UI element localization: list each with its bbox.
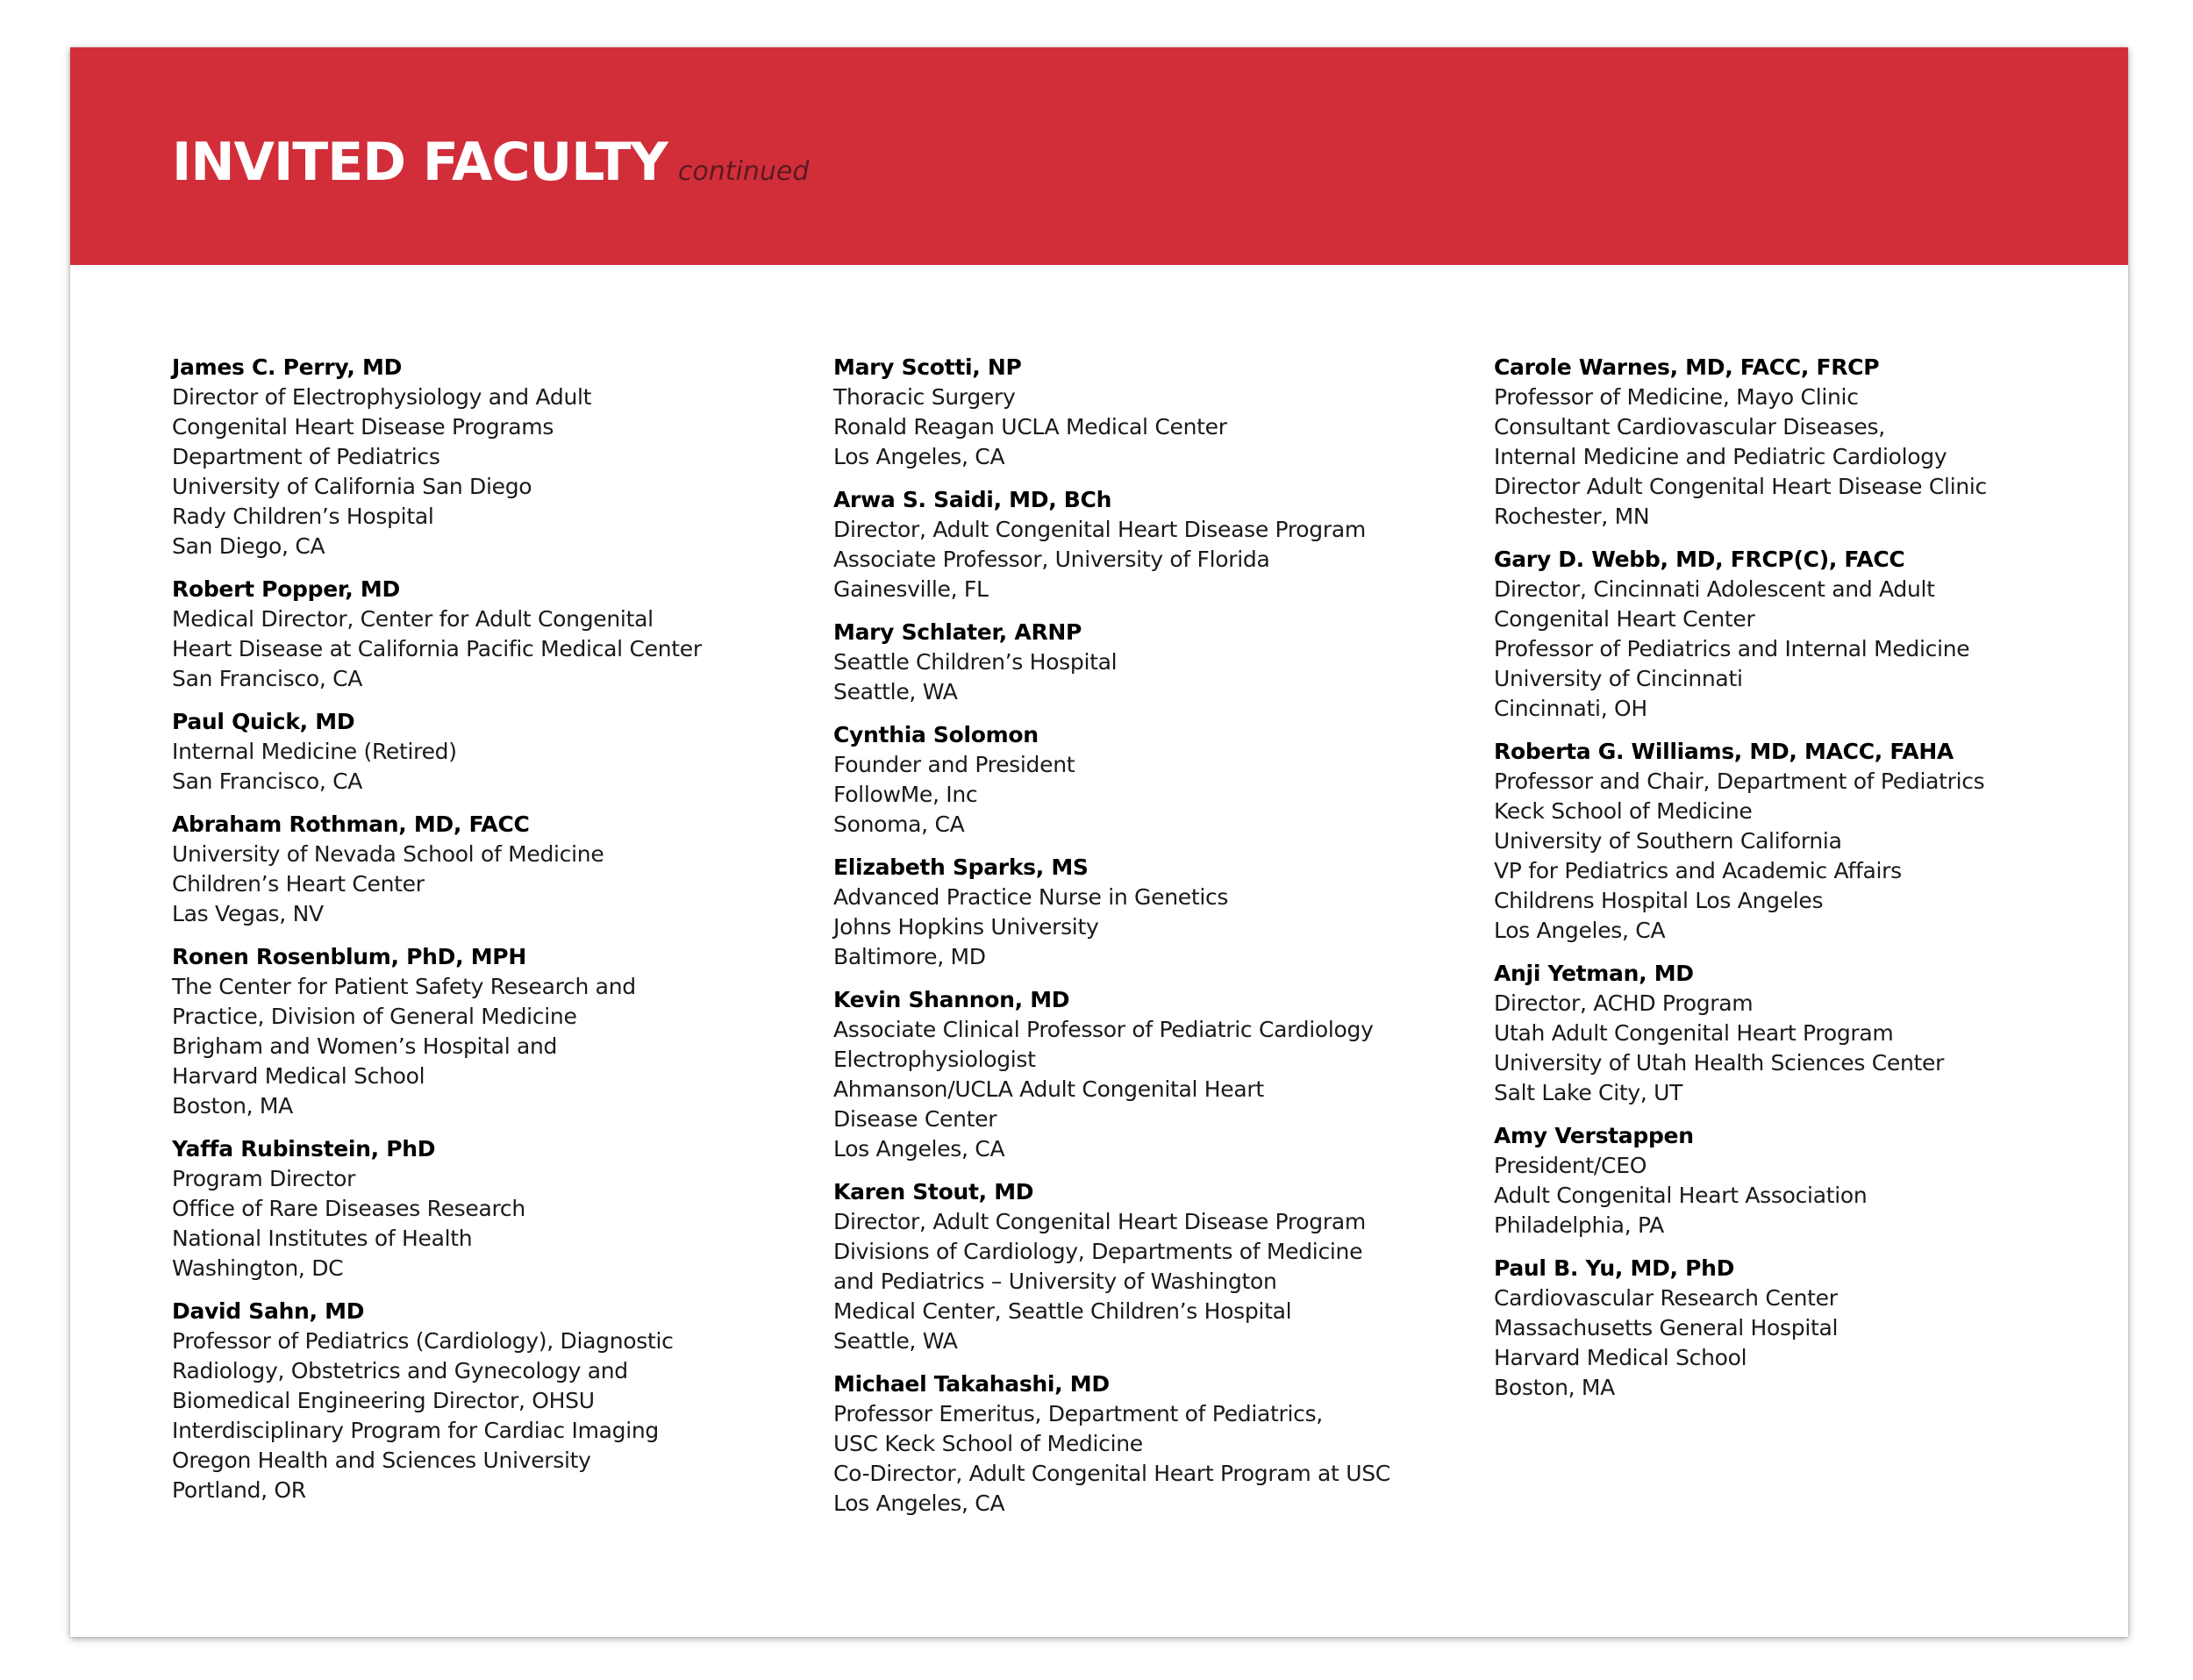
faculty-entry xyxy=(833,1177,1465,1356)
faculty-entry xyxy=(833,353,1465,472)
faculty-name: Carole Warnes, MD, FACC, FRCP xyxy=(1494,354,1880,380)
faculty-affiliation-line: Congenital Heart Center xyxy=(1494,606,1755,632)
faculty-affiliation-line: Los Angeles, CA xyxy=(1494,918,1666,943)
faculty-entry xyxy=(833,853,1465,972)
faculty-affiliation-line: National Institutes of Health xyxy=(172,1226,473,1251)
faculty-name: Mary Scotti, NP xyxy=(833,354,1022,380)
faculty-affiliation-line: Baltimore, MD xyxy=(833,944,986,969)
faculty-affiliation-line: Department of Pediatrics xyxy=(172,444,440,469)
faculty-affiliation-line: Seattle, WA xyxy=(833,679,958,704)
faculty-affiliation-line: Director of Electrophysiology and Adult xyxy=(172,384,592,410)
faculty-affiliation-line: Seattle Children’s Hospital xyxy=(833,649,1118,675)
faculty-affiliation-line: Cardiovascular Research Center xyxy=(1494,1285,1838,1311)
faculty-affiliation-line: Associate Professor, University of Florida xyxy=(833,547,1270,572)
faculty-affiliation-line: Electrophysiologist xyxy=(833,1047,1036,1072)
faculty-affiliation-line: Associate Clinical Professor of Pediatric Cardiology xyxy=(833,1017,1374,1042)
faculty-name: Elizabeth Sparks, MS xyxy=(833,854,1089,880)
faculty-name: Yaffa Rubinstein, PhD xyxy=(172,1136,436,1162)
faculty-name: Kevin Shannon, MD xyxy=(833,987,1070,1012)
faculty-affiliation-line: Los Angeles, CA xyxy=(833,1491,1005,1516)
faculty-affiliation-line: President/CEO xyxy=(1494,1153,1647,1178)
faculty-affiliation-line: Boston, MA xyxy=(172,1093,293,1119)
faculty-name: Abraham Rothman, MD, FACC xyxy=(172,811,530,837)
faculty-entry xyxy=(172,575,804,694)
faculty-entry xyxy=(833,985,1465,1164)
faculty-affiliation-line: Interdisciplinary Program for Cardiac Imaging xyxy=(172,1418,659,1443)
faculty-affiliation-line: Children’s Heart Center xyxy=(172,871,425,897)
faculty-affiliation-line: Thoracic Surgery xyxy=(833,384,1016,410)
faculty-name: David Sahn, MD xyxy=(172,1298,365,1324)
faculty-name: Paul Quick, MD xyxy=(172,709,355,734)
faculty-column-3 xyxy=(1494,353,2125,1416)
faculty-entry xyxy=(1494,959,2125,1108)
faculty-affiliation-line: VP for Pediatrics and Academic Affairs xyxy=(1494,858,1902,883)
faculty-name: Roberta G. Williams, MD, MACC, FAHA xyxy=(1494,739,1954,764)
faculty-affiliation-line: Medical Center, Seattle Children’s Hospital xyxy=(833,1298,1292,1324)
faculty-affiliation-line: University of Southern California xyxy=(1494,828,1842,854)
faculty-affiliation-line: Cincinnati, OH xyxy=(1494,696,1647,721)
faculty-entry xyxy=(1494,1254,2125,1403)
faculty-affiliation-line: University of California San Diego xyxy=(172,474,532,499)
faculty-entry xyxy=(172,942,804,1121)
faculty-affiliation-line: Massachusetts General Hospital xyxy=(1494,1315,1839,1340)
faculty-entry xyxy=(172,707,804,797)
faculty-affiliation-line: Internal Medicine (Retired) xyxy=(172,739,457,764)
faculty-name: Robert Popper, MD xyxy=(172,576,400,602)
faculty-affiliation-line: Congenital Heart Disease Programs xyxy=(172,414,554,440)
faculty-entry xyxy=(172,810,804,929)
faculty-affiliation-line: Salt Lake City, UT xyxy=(1494,1080,1683,1105)
faculty-affiliation-line: Seattle, WA xyxy=(833,1328,958,1354)
faculty-entry xyxy=(833,1369,1465,1519)
faculty-affiliation-line: Professor Emeritus, Department of Pediatrics, xyxy=(833,1401,1323,1426)
faculty-affiliation-line: Ahmanson/UCLA Adult Congenital Heart xyxy=(833,1076,1264,1102)
faculty-affiliation-line: Brigham and Women’s Hospital and xyxy=(172,1033,558,1059)
faculty-affiliation-line: Los Angeles, CA xyxy=(833,1136,1005,1162)
faculty-affiliation-line: Rochester, MN xyxy=(1494,504,1650,529)
faculty-affiliation-line: University of Nevada School of Medicine xyxy=(172,841,604,867)
faculty-affiliation-line: Director Adult Congenital Heart Disease Clinic xyxy=(1494,474,1987,499)
faculty-column-1 xyxy=(172,353,804,1519)
faculty-affiliation-line: Consultant Cardiovascular Diseases, xyxy=(1494,414,1885,440)
faculty-affiliation-line: Program Director xyxy=(172,1166,356,1191)
faculty-affiliation-line: Director, Cincinnati Adolescent and Adult xyxy=(1494,576,1935,602)
faculty-affiliation-line: Ronald Reagan UCLA Medical Center xyxy=(833,414,1227,440)
faculty-entry xyxy=(833,720,1465,840)
faculty-affiliation-line: University of Utah Health Sciences Center xyxy=(1494,1050,1945,1076)
faculty-affiliation-line: Rady Children’s Hospital xyxy=(172,504,434,529)
faculty-affiliation-line: Keck School of Medicine xyxy=(1494,798,1753,824)
faculty-affiliation-line: Office of Rare Diseases Research xyxy=(172,1196,525,1221)
title-text: INVITED FACULTY xyxy=(172,132,668,193)
faculty-affiliation-line: FollowMe, Inc xyxy=(833,782,978,807)
faculty-entry xyxy=(172,353,804,561)
faculty-affiliation-line: San Francisco, CA xyxy=(172,666,363,691)
faculty-name: Gary D. Webb, MD, FRCP(C), FACC xyxy=(1494,547,1905,572)
faculty-affiliation-line: Practice, Division of General Medicine xyxy=(172,1004,577,1029)
page-title xyxy=(172,132,809,193)
faculty-entry xyxy=(172,1134,804,1283)
faculty-affiliation-line: Medical Director, Center for Adult Congenital xyxy=(172,606,654,632)
faculty-entry xyxy=(1494,353,2125,532)
faculty-affiliation-line: Disease Center xyxy=(833,1106,997,1132)
document-page xyxy=(70,47,2128,1637)
faculty-affiliation-line: San Francisco, CA xyxy=(172,769,363,794)
faculty-name: Karen Stout, MD xyxy=(833,1179,1034,1205)
subtitle-text: continued xyxy=(677,156,810,187)
faculty-entry xyxy=(172,1297,804,1505)
faculty-affiliation-line: Las Vegas, NV xyxy=(172,901,324,926)
faculty-name: James C. Perry, MD xyxy=(172,354,403,380)
faculty-affiliation-line: Harvard Medical School xyxy=(172,1063,425,1089)
faculty-affiliation-line: Oregon Health and Sciences University xyxy=(172,1448,591,1473)
faculty-name: Cynthia Solomon xyxy=(833,722,1039,747)
faculty-entry xyxy=(833,485,1465,604)
faculty-name: Paul B. Yu, MD, PhD xyxy=(1494,1255,1735,1281)
faculty-affiliation-line: Professor of Medicine, Mayo Clinic xyxy=(1494,384,1859,410)
faculty-affiliation-line: The Center for Patient Safety Research and xyxy=(172,974,636,999)
faculty-name: Michael Takahashi, MD xyxy=(833,1371,1110,1397)
faculty-affiliation-line: Advanced Practice Nurse in Genetics xyxy=(833,884,1229,910)
faculty-name: Anji Yetman, MD xyxy=(1494,961,1694,986)
faculty-affiliation-line: Boston, MA xyxy=(1494,1375,1615,1400)
header-banner xyxy=(70,47,2128,265)
faculty-affiliation-line: Harvard Medical School xyxy=(1494,1345,1747,1370)
faculty-affiliation-line: and Pediatrics – University of Washington xyxy=(833,1269,1277,1294)
faculty-affiliation-line: Childrens Hospital Los Angeles xyxy=(1494,888,1824,913)
faculty-name: Mary Schlater, ARNP xyxy=(833,619,1082,645)
faculty-affiliation-line: Adult Congenital Heart Association xyxy=(1494,1183,1868,1208)
faculty-entry xyxy=(1494,545,2125,724)
faculty-affiliation-line: Philadelphia, PA xyxy=(1494,1212,1664,1238)
faculty-affiliation-line: Internal Medicine and Pediatric Cardiology xyxy=(1494,444,1947,469)
faculty-affiliation-line: Utah Adult Congenital Heart Program xyxy=(1494,1020,1894,1046)
faculty-entry xyxy=(1494,1121,2125,1240)
faculty-name: Amy Verstappen xyxy=(1494,1123,1694,1148)
faculty-affiliation-line: Heart Disease at California Pacific Medical Center xyxy=(172,636,702,661)
faculty-affiliation-line: University of Cincinnati xyxy=(1494,666,1743,691)
faculty-affiliation-line: Professor of Pediatrics and Internal Medicine xyxy=(1494,636,1970,661)
faculty-affiliation-line: San Diego, CA xyxy=(172,533,325,559)
faculty-entry xyxy=(833,618,1465,707)
faculty-affiliation-line: Johns Hopkins University xyxy=(833,914,1099,940)
faculty-affiliation-line: Co-Director, Adult Congenital Heart Program at USC xyxy=(833,1461,1390,1486)
faculty-affiliation-line: Founder and President xyxy=(833,752,1075,777)
faculty-affiliation-line: Los Angeles, CA xyxy=(833,444,1005,469)
faculty-affiliation-line: Biomedical Engineering Director, OHSU xyxy=(172,1388,595,1413)
faculty-affiliation-line: Radiology, Obstetrics and Gynecology and xyxy=(172,1358,628,1383)
faculty-affiliation-line: Director, Adult Congenital Heart Disease Program xyxy=(833,517,1366,542)
faculty-affiliation-line: Washington, DC xyxy=(172,1255,344,1281)
faculty-affiliation-line: Professor of Pediatrics (Cardiology), Diagnostic xyxy=(172,1328,674,1354)
faculty-name: Ronen Rosenblum, PhD, MPH xyxy=(172,944,526,969)
faculty-affiliation-line: Director, Adult Congenital Heart Disease Program xyxy=(833,1209,1366,1234)
faculty-affiliation-line: Gainesville, FL xyxy=(833,576,989,602)
faculty-name: Arwa S. Saidi, MD, BCh xyxy=(833,487,1112,512)
faculty-entry xyxy=(1494,737,2125,946)
faculty-affiliation-line: Divisions of Cardiology, Departments of Medicine xyxy=(833,1239,1363,1264)
faculty-affiliation-line: USC Keck School of Medicine xyxy=(833,1431,1143,1456)
faculty-affiliation-line: Professor and Chair, Department of Pediatrics xyxy=(1494,769,1985,794)
faculty-column-2 xyxy=(833,353,1465,1532)
faculty-affiliation-line: Portland, OR xyxy=(172,1477,306,1503)
faculty-affiliation-line: Sonoma, CA xyxy=(833,811,965,837)
faculty-affiliation-line: Director, ACHD Program xyxy=(1494,990,1754,1016)
